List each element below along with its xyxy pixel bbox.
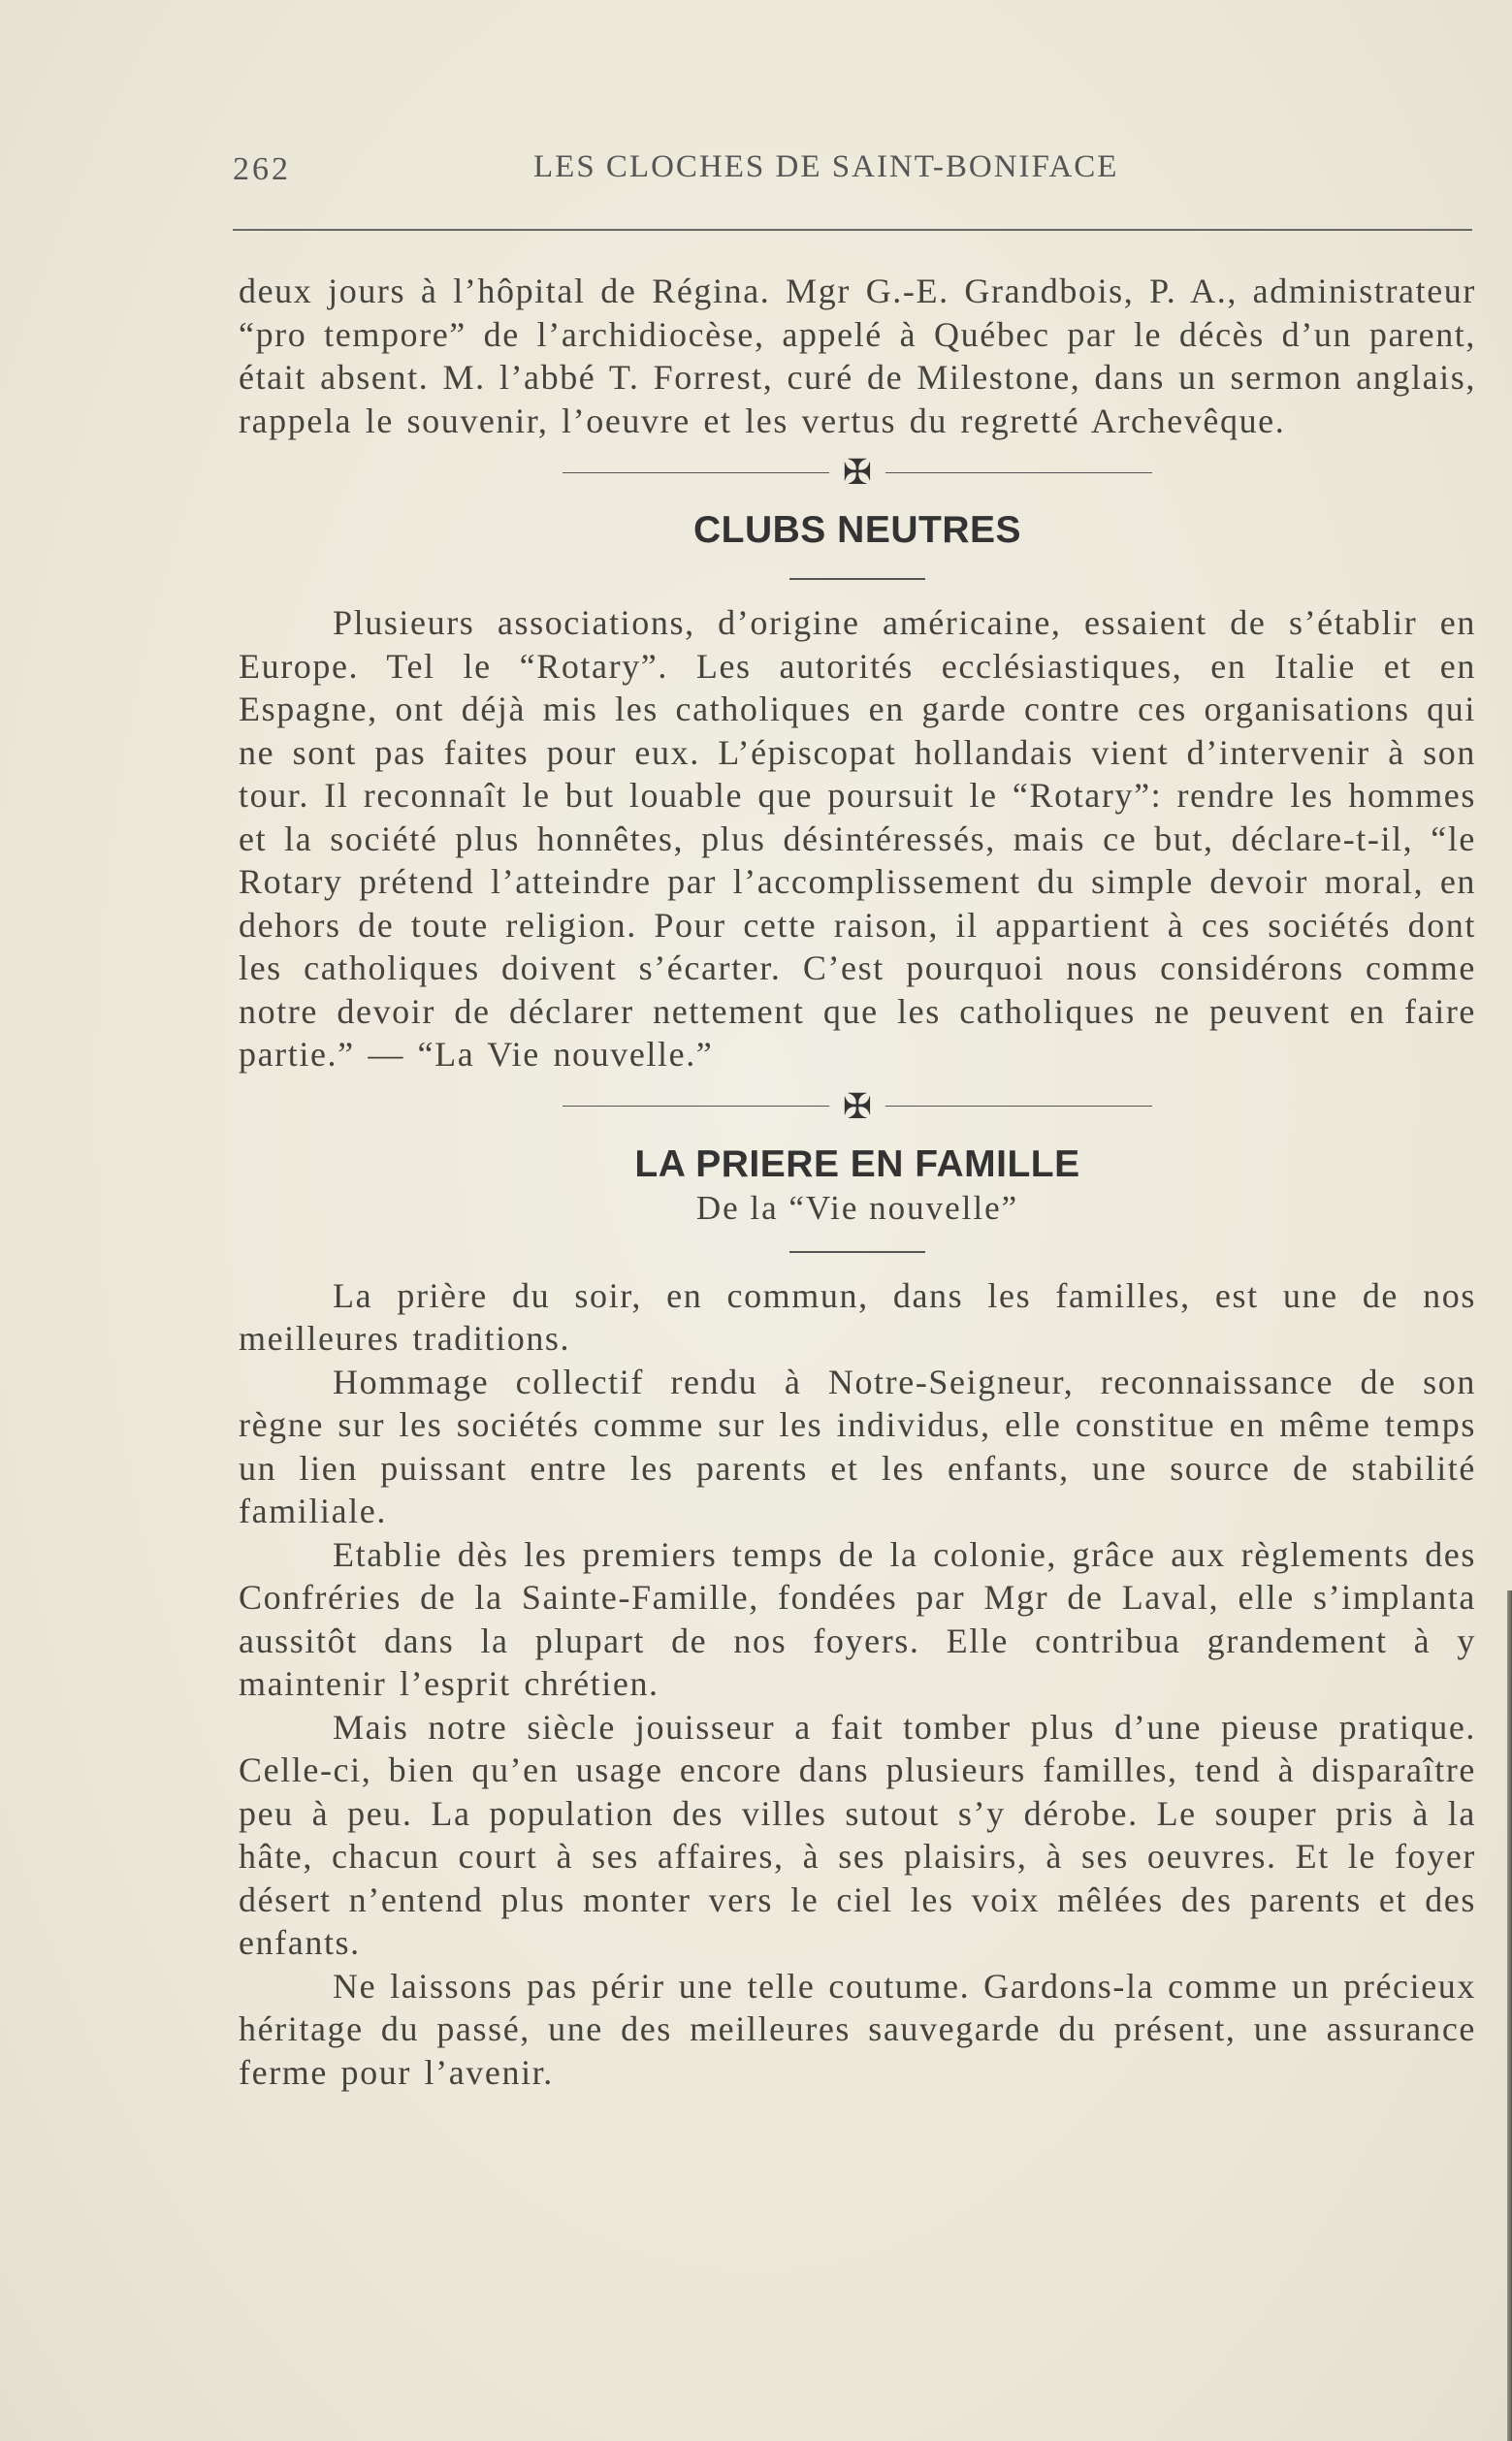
header-rule — [233, 229, 1472, 231]
separator-line-right — [885, 472, 1152, 473]
maltese-cross-icon: ✠ — [842, 453, 873, 492]
page-edge-shadow — [1507, 1590, 1512, 2441]
title-rule — [789, 578, 925, 580]
priere-paragraph: La prière du soir, en commun, dans les familles, est une de nos meilleures traditions. — [239, 1275, 1476, 1358]
section-separator — [239, 1082, 1476, 1131]
maltese-cross-icon: ✠ — [842, 1086, 873, 1126]
title-rule — [789, 1251, 925, 1253]
page-number: 262 — [233, 151, 291, 187]
section-separator — [239, 448, 1476, 497]
priere-paragraph: Etablie dès les premiers temps de la colonie, grâce aux règlements des Confréries de la Sainte-Famille, fondées par Mgr de Laval, elle s’implanta aussitôt dans la plupart de nos foyers. Elle contribua grandement à y maintenir l’esprit chrétien. — [239, 1534, 1476, 1703]
page-header — [233, 145, 1469, 194]
separator-line-left — [563, 1106, 829, 1107]
priere-paragraph: Mais notre siècle jouisseur a fait tomber plus d’une pieuse pratique. Celle-ci, bien qu’en usage encore dans plusieurs familles, tend à disparaître peu à peu. La population des villes sutout s’y dérobe. Le souper pris à la hâte, chacun court à ses affaires, à ses plaisirs, à ses oeuvres. Et le foyer désert n’entend plus monter vers le ciel les voix mêlées des parents et des enfants. — [239, 1707, 1476, 1962]
intro-paragraph: deux jours à l’hôpital de Régina. Mgr G.-E. Grandbois, P. A., administrateur “pro tempore” de l’archidiocèse, appelé à Québec par le décès d’un parent, était absent. M. l’abbé T. Forrest, curé de Milestone, dans un sermon anglais, rappela le souvenir, l’oeuvre et les vertus du regretté Archevêque. — [239, 272, 1476, 440]
page-content — [239, 270, 1476, 2094]
section-title-clubs: CLUBS NEUTRES — [692, 509, 1022, 551]
separator-line-left — [563, 472, 829, 473]
priere-paragraph: Ne laissons pas périr une telle coutume. Gardons-la comme un précieux héritage du passé, une des meilleures sauvegarde du présent, une assurance ferme pour l’avenir. — [239, 1966, 1476, 2092]
running-head: LES CLOCHES DE SAINT-BONIFACE — [533, 149, 1119, 184]
clubs-paragraph: Plusieurs associations, d’origine américaine, essaient de s’établir en Europe. Tel le “Rotary”. Les autorités ecclésiastiques, en Italie et en Espagne, ont déjà mis les catholiques en garde contre ces organisations qui ne sont pas faites pour eux. L’épiscopat hollandais vient d’intervenir à son tour. Il reconnaît le but louable que poursuit le “Rotary”: rendre les hommes et la société plus honnêtes, plus désintéressés, mais ce but, déclare-t-il, “le Rotary prétend l’atteindre par l’accomplissement du simple devoir moral, en dehors de toute religion. Pour cette raison, il appartient à ces sociétés dont les catholiques doivent s’écarter. C’est pourquoi nous considérons comme notre devoir de déclarer nettement que les catholiques ne peuvent en faire partie.” — “La Vie nouvelle.” — [239, 603, 1476, 1074]
section-subtitle: De la “Vie nouvelle” — [695, 1188, 1019, 1227]
priere-paragraph: Hommage collectif rendu à Notre-Seigneur, reconnaissance de son règne sur les sociétés comme sur les individus, elle constitue en même temps un lien puissant entre les parents et les enfants, une source de stabilité familiale. — [239, 1362, 1476, 1530]
separator-line-right — [885, 1106, 1152, 1107]
section-title-priere: LA PRIERE EN FAMILLE — [634, 1142, 1080, 1185]
